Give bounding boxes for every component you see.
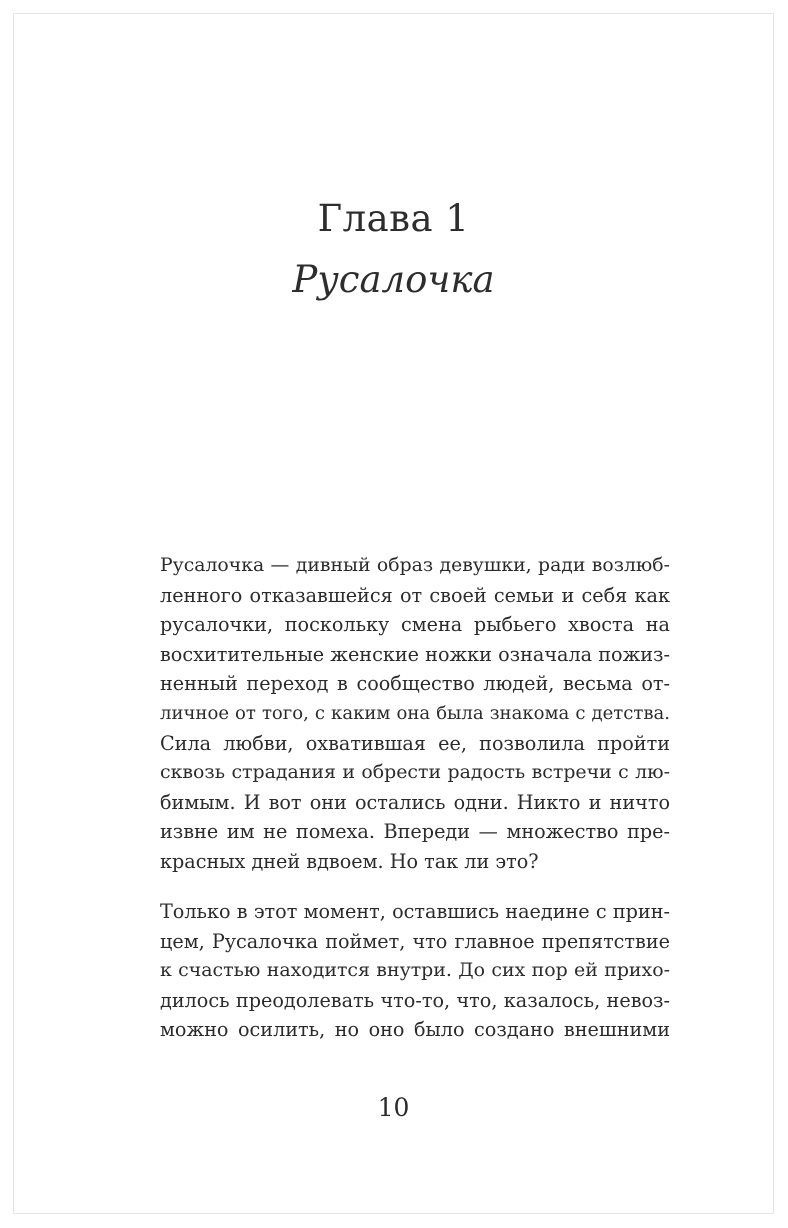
text-line: бимым. И вот они остались одни. Никто и ничто (160, 790, 670, 814)
text-line: личное от того, с каким она была знакома с детства. (160, 702, 670, 724)
paragraph-1 (160, 551, 670, 877)
text-line: к счастью находится внутри. До сих пор ей прихо- (160, 959, 670, 982)
text-line: Сила любви, охватившая ее, позволила пройти (160, 731, 670, 755)
text-line: извне им не помеха. Впереди — множество пре- (160, 820, 670, 844)
chapter-number: Глава 1 (317, 197, 470, 240)
book-page (13, 13, 774, 1214)
text-line: цем, Русалочка поймет, что главное препятствие (160, 929, 670, 953)
text-line: Русалочка — дивный образ девушки, ради возлюб- (160, 555, 670, 576)
page-number: 10 (377, 1093, 410, 1122)
text-line: сквозь страдания и обрести радость встречи с лю- (160, 761, 670, 784)
text-line: восхитительные женские ножки означала пожиз- (160, 642, 670, 666)
paragraph-2 (160, 897, 670, 1045)
chapter-title: Русалочка (292, 258, 495, 301)
text-line: дилось преодолевать что-то, что, казалось, невоз- (160, 988, 670, 1012)
text-line: ленного отказавшейся от своей семьи и себя как (160, 583, 670, 607)
text-line: красных дней вдвоем. Но так ли это? (160, 849, 539, 873)
text-line: русалочки, поскольку смена рыбьего хвоста на (160, 613, 670, 637)
text-line: можно осилить, но оно было создано внешними (160, 1018, 670, 1042)
text-line: ненный переход в сообщество людей, весьма от- (160, 672, 670, 696)
text-line: Только в этот момент, оставшись наедине с прин- (160, 900, 670, 923)
